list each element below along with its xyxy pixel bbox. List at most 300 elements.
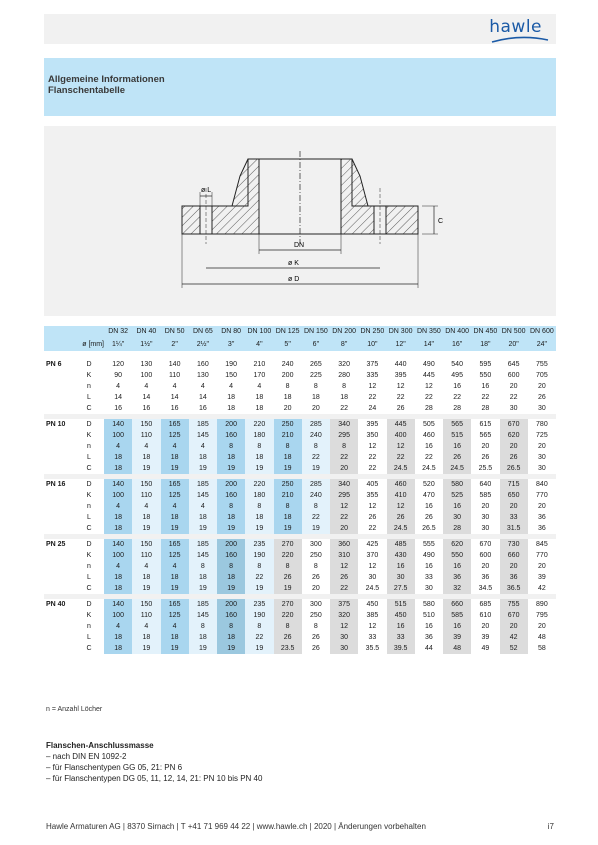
value-cell: 640 [471,479,499,490]
value-cell: 8 [274,381,302,392]
row-symbol: L [87,454,91,461]
value-cell: 22 [471,392,499,403]
value-cell: 165 [161,419,189,430]
value-cell: 670 [500,610,528,621]
value-cell: 250 [302,550,330,561]
value-cell: 18 [302,392,330,403]
value-cell: 540 [443,359,471,370]
value-cell: 16 [161,403,189,414]
value-cell: 19 [274,463,302,474]
pn-label: PN 6 [46,361,62,368]
value-cell: 460 [387,479,415,490]
pn-label [44,430,74,441]
value-cell: 22 [302,452,330,463]
value-cell: 125 [161,490,189,501]
value-cell: 300 [302,599,330,610]
row-symbol: L [87,394,91,401]
value-cell: 26 [302,643,330,654]
value-cell: 485 [387,539,415,550]
value-cell: 26.5 [415,523,443,534]
inch-header: 4" [245,338,273,351]
value-cell: 8 [302,561,330,572]
row-symbol: n [87,563,91,570]
value-cell: 26 [302,572,330,583]
value-cell: 26 [274,572,302,583]
page-number: i7 [547,822,554,831]
value-cell: 8 [330,441,358,452]
value-cell: 250 [274,479,302,490]
value-cell: 22 [500,392,528,403]
value-cell: 300 [302,539,330,550]
value-cell: 160 [217,550,245,561]
value-cell: 235 [245,539,273,550]
value-cell: 26 [274,632,302,643]
row-symbol: D [86,421,92,428]
value-cell: 270 [274,539,302,550]
row-symbol: C [86,585,92,592]
value-cell: 225 [302,370,330,381]
value-cell: 19 [274,523,302,534]
value-cell: 165 [161,599,189,610]
value-cell: 8 [217,561,245,572]
value-cell: 19 [132,643,160,654]
value-cell: 440 [387,359,415,370]
dn-header: DN 450 [471,326,499,338]
row-symbol: C [86,405,92,412]
value-cell: 180 [245,490,273,501]
inch-header: 8" [330,338,358,351]
value-cell: 33 [500,512,528,523]
pn-label [44,561,74,572]
value-cell: 30 [415,583,443,594]
value-cell: 460 [415,430,443,441]
value-cell: 235 [245,599,273,610]
value-cell: 250 [274,419,302,430]
value-cell: 4 [161,561,189,572]
value-cell: 12 [387,381,415,392]
value-cell: 12 [330,501,358,512]
note-item: – nach DIN EN 1092-2 [46,752,127,761]
value-cell: 295 [330,430,358,441]
value-cell: 36 [415,632,443,643]
value-cell: 8 [302,501,330,512]
value-cell: 320 [330,610,358,621]
value-cell: 19 [245,643,273,654]
value-cell: 190 [245,610,273,621]
value-cell: 4 [161,501,189,512]
value-cell: 445 [415,370,443,381]
table-row [44,381,556,392]
value-cell: 30 [471,512,499,523]
value-cell: 4 [132,621,160,632]
inch-header: 20" [500,338,528,351]
value-cell: 22 [358,463,386,474]
value-cell: 39 [443,632,471,643]
value-cell: 19 [245,583,273,594]
value-cell: 200 [217,599,245,610]
note-item: – für Flanschentypen DG 05, 11, 12, 14, 21: PN 10 bis PN 40 [46,774,263,783]
value-cell: 23.5 [274,643,302,654]
value-cell: 18 [104,572,132,583]
value-cell: 20 [302,403,330,414]
value-cell: 110 [132,550,160,561]
value-cell: 585 [471,490,499,501]
value-cell: 140 [104,479,132,490]
value-cell: 385 [358,610,386,621]
unit-label: ø [mm] [74,338,104,351]
dn-header: DN 32 [104,326,132,338]
value-cell: 200 [217,539,245,550]
value-cell: 18 [245,512,273,523]
value-cell: 39 [528,572,556,583]
flange-table [44,326,556,654]
value-cell: 24.5 [387,463,415,474]
value-cell: 24.5 [443,463,471,474]
value-cell: 32 [443,583,471,594]
value-cell: 100 [132,370,160,381]
value-cell: 16 [415,621,443,632]
value-cell: 18 [132,452,160,463]
pn-label [44,550,74,561]
value-cell: 8 [245,501,273,512]
value-cell: 22 [330,452,358,463]
note-item: – für Flanschentypen GG 05, 21: PN 6 [46,763,183,772]
value-cell: 565 [471,430,499,441]
pn-label [44,392,74,403]
value-cell: 18 [104,512,132,523]
value-cell: 22 [387,452,415,463]
value-cell: 600 [471,550,499,561]
inch-header: 18" [471,338,499,351]
value-cell: 685 [471,599,499,610]
value-cell: 220 [245,479,273,490]
row-symbol: D [86,601,92,608]
inch-header: 2½" [189,338,217,351]
pn-label [44,501,74,512]
value-cell: 26 [358,512,386,523]
value-cell: 555 [415,539,443,550]
pn-label [44,523,74,534]
table-row [44,539,556,550]
value-cell: 8 [189,621,217,632]
value-cell: 49 [471,643,499,654]
value-cell: 8 [245,441,273,452]
pn-label [44,632,74,643]
value-cell: 30 [528,452,556,463]
pn-label: PN 10 [46,421,66,428]
pn-label: PN 40 [46,601,66,608]
value-cell: 4 [132,501,160,512]
value-cell: 19 [189,523,217,534]
value-cell: 16 [443,381,471,392]
value-cell: 16 [415,441,443,452]
row-symbol: C [86,525,92,532]
value-cell: 375 [330,599,358,610]
value-cell: 320 [330,359,358,370]
table-row [44,621,556,632]
value-cell: 20 [330,523,358,534]
value-cell: 28 [443,403,471,414]
value-cell: 18 [274,512,302,523]
value-cell: 22 [245,572,273,583]
value-cell: 100 [104,430,132,441]
value-cell: 30 [330,632,358,643]
row-symbol: D [86,481,92,488]
value-cell: 16 [132,403,160,414]
value-cell: 355 [358,490,386,501]
value-cell: 550 [471,370,499,381]
value-cell: 12 [358,441,386,452]
inch-header: 1½" [132,338,160,351]
value-cell: 210 [245,359,273,370]
value-cell: 22 [358,452,386,463]
table-row [44,632,556,643]
value-cell: 18 [104,583,132,594]
value-cell: 58 [528,643,556,654]
spacer-row [44,351,556,359]
dn-header: DN 40 [132,326,160,338]
table-row [44,452,556,463]
value-cell: 16 [471,381,499,392]
value-cell: 270 [274,599,302,610]
value-cell: 190 [217,359,245,370]
value-cell: 140 [161,359,189,370]
value-cell: 150 [217,370,245,381]
value-cell: 18 [330,392,358,403]
value-cell: 22 [443,392,471,403]
value-cell: 565 [443,419,471,430]
table-row [44,501,556,512]
value-cell: 525 [443,490,471,501]
value-cell: 210 [274,430,302,441]
value-cell: 125 [161,430,189,441]
value-cell: 18 [274,452,302,463]
section-header [44,58,556,116]
value-cell: 4 [217,381,245,392]
value-cell: 585 [443,610,471,621]
value-cell: 450 [358,599,386,610]
value-cell: 26 [302,632,330,643]
inch-header: 12" [387,338,415,351]
value-cell: 395 [387,370,415,381]
value-cell: 19 [302,463,330,474]
value-cell: 26 [528,392,556,403]
value-cell: 18 [217,403,245,414]
value-cell: 490 [415,550,443,561]
value-cell: 16 [415,561,443,572]
value-cell: 19 [132,463,160,474]
inch-header: 14" [415,338,443,351]
value-cell: 19 [161,583,189,594]
value-cell: 110 [132,430,160,441]
value-cell: 125 [161,550,189,561]
value-cell: 16 [387,561,415,572]
value-cell: 770 [528,550,556,561]
value-cell: 20 [330,463,358,474]
value-cell: 8 [245,561,273,572]
value-cell: 20 [302,583,330,594]
value-cell: 4 [132,381,160,392]
value-cell: 600 [500,370,528,381]
value-cell: 670 [471,539,499,550]
value-cell: 20 [471,441,499,452]
value-cell: 240 [302,430,330,441]
value-cell: 36 [528,512,556,523]
value-cell: 18 [132,572,160,583]
row-symbol: K [86,492,92,499]
value-cell: 780 [528,419,556,430]
value-cell: 150 [132,539,160,550]
value-cell: 18 [104,523,132,534]
value-cell: 26.5 [500,463,528,474]
value-cell: 33 [387,632,415,643]
value-cell: 285 [302,419,330,430]
pn-label [44,452,74,463]
value-cell: 185 [189,539,217,550]
value-cell: 145 [189,490,217,501]
table-row [44,643,556,654]
value-cell: 150 [132,599,160,610]
inch-header: 1¼" [104,338,132,351]
value-cell: 130 [132,359,160,370]
value-cell: 19 [161,643,189,654]
value-cell: 18 [189,632,217,643]
value-cell: 22 [415,452,443,463]
value-cell: 8 [274,561,302,572]
value-cell: 200 [274,370,302,381]
value-cell: 19 [161,463,189,474]
value-cell: 430 [387,550,415,561]
value-cell: 20 [528,501,556,512]
dn-header: DN 500 [500,326,528,338]
value-cell: 18 [189,572,217,583]
value-cell: 145 [189,430,217,441]
dn-header: DN 600 [528,326,556,338]
value-cell: 26 [443,452,471,463]
value-cell: 28 [471,403,499,414]
value-cell: 580 [443,479,471,490]
value-cell: 350 [358,430,386,441]
value-cell: 42 [500,632,528,643]
value-cell: 550 [443,550,471,561]
value-cell: 140 [104,599,132,610]
value-cell: 19 [217,583,245,594]
row-symbol: C [86,645,92,652]
value-cell: 20 [471,561,499,572]
value-cell: 26 [500,452,528,463]
value-cell: 12 [330,621,358,632]
value-cell: 650 [500,490,528,501]
value-cell: 22 [415,392,443,403]
value-cell: 12 [330,561,358,572]
value-cell: 18 [104,632,132,643]
value-cell: 14 [189,392,217,403]
value-cell: 145 [189,550,217,561]
value-cell: 20 [500,621,528,632]
value-cell: 18 [132,632,160,643]
value-cell: 18 [217,392,245,403]
value-cell: 510 [415,610,443,621]
dn-header: DN 300 [387,326,415,338]
value-cell: 730 [500,539,528,550]
dn-header: DN 100 [245,326,273,338]
pn-label [44,403,74,414]
dn-header: DN 125 [274,326,302,338]
value-cell: 200 [217,479,245,490]
inch-header: 24" [528,338,556,351]
value-cell: 18 [104,643,132,654]
value-cell: 410 [387,490,415,501]
value-cell: 36 [500,572,528,583]
value-cell: 26 [387,403,415,414]
value-cell: 395 [358,419,386,430]
row-symbol: K [86,432,92,439]
value-cell: 4 [245,381,273,392]
value-cell: 28 [415,403,443,414]
table-row [44,610,556,621]
value-cell: 620 [500,430,528,441]
value-cell: 360 [330,539,358,550]
value-cell: 16 [443,561,471,572]
value-cell: 8 [217,501,245,512]
value-cell: 160 [189,359,217,370]
value-cell: 16 [443,621,471,632]
label-K: ø K [288,260,299,267]
table-header-row [44,326,556,338]
value-cell: 8 [330,381,358,392]
value-cell: 4 [189,381,217,392]
value-cell: 165 [161,539,189,550]
value-cell: 24.5 [387,523,415,534]
value-cell: 140 [104,539,132,550]
value-cell: 8 [217,441,245,452]
value-cell: 24.5 [358,583,386,594]
logo-swoosh-icon [490,36,550,44]
header-cell [44,326,74,338]
value-cell: 18 [217,452,245,463]
table-row [44,370,556,381]
value-cell: 705 [528,370,556,381]
pn-label [44,621,74,632]
value-cell: 20 [500,381,528,392]
dn-header: DN 65 [189,326,217,338]
row-symbol: n [87,443,91,450]
value-cell: 160 [217,430,245,441]
value-cell: 4 [104,621,132,632]
value-cell: 670 [500,419,528,430]
value-cell: 16 [104,403,132,414]
row-symbol: K [86,612,92,619]
value-cell: 22 [302,512,330,523]
value-cell: 160 [217,610,245,621]
value-cell: 100 [104,490,132,501]
value-cell: 26 [471,452,499,463]
value-cell: 140 [104,419,132,430]
label-D: ø D [288,276,300,283]
inch-header: 5" [274,338,302,351]
value-cell: 4 [161,441,189,452]
value-cell: 285 [302,479,330,490]
table-row [44,512,556,523]
value-cell: 30 [443,512,471,523]
value-cell: 19 [245,463,273,474]
value-cell: 515 [443,430,471,441]
value-cell: 26 [387,512,415,523]
value-cell: 145 [189,610,217,621]
value-cell: 240 [274,359,302,370]
value-cell: 310 [330,550,358,561]
notes-title: Flanschen-Anschlussmasse [46,741,154,750]
